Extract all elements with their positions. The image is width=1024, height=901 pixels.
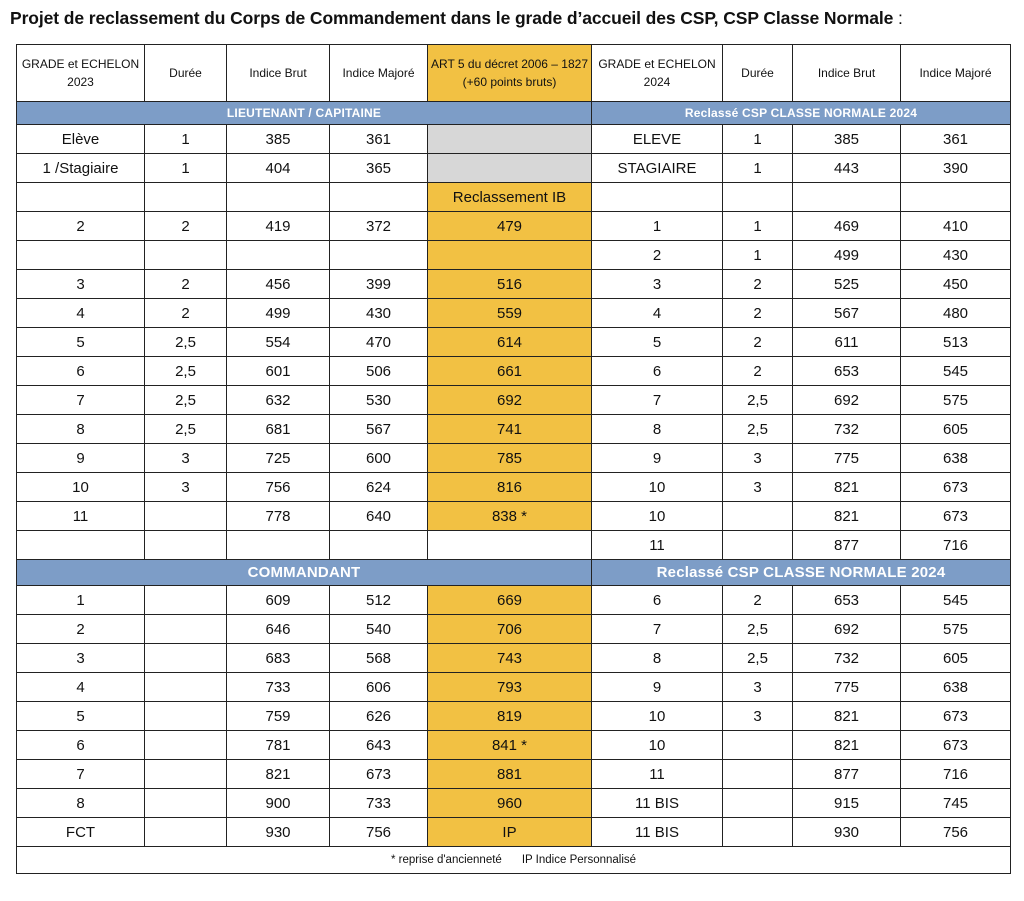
table-cell: 716 bbox=[901, 531, 1011, 560]
table-row bbox=[17, 673, 1011, 702]
table-cell bbox=[723, 502, 793, 531]
table-cell: 785 bbox=[428, 444, 592, 473]
table-cell: 661 bbox=[428, 357, 592, 386]
table-cell: 361 bbox=[901, 125, 1011, 154]
table-cell: 819 bbox=[428, 702, 592, 731]
table-row bbox=[17, 125, 1011, 154]
table-cell: 930 bbox=[793, 818, 901, 847]
header-row bbox=[17, 45, 1011, 102]
table-cell: 756 bbox=[901, 818, 1011, 847]
table-cell: 643 bbox=[330, 731, 428, 760]
table-cell: 900 bbox=[227, 789, 330, 818]
table-cell: 4 bbox=[17, 673, 145, 702]
table-cell: 673 bbox=[901, 473, 1011, 502]
table-cell bbox=[145, 615, 227, 644]
table-cell: 6 bbox=[592, 357, 723, 386]
header-indice-majore: Indice Majoré bbox=[330, 45, 428, 102]
table-row bbox=[17, 789, 1011, 818]
document-title bbox=[10, 8, 903, 29]
table-cell: 609 bbox=[227, 586, 330, 615]
table-cell: 1 bbox=[723, 212, 793, 241]
table-cell: 10 bbox=[592, 702, 723, 731]
table-cell bbox=[592, 183, 723, 212]
table-cell bbox=[330, 183, 428, 212]
table-cell: 3 bbox=[723, 473, 793, 502]
table-cell bbox=[723, 789, 793, 818]
table-cell: 915 bbox=[793, 789, 901, 818]
table-cell: 6 bbox=[17, 731, 145, 760]
table-cell: 10 bbox=[592, 731, 723, 760]
table-cell bbox=[428, 125, 592, 154]
table-cell: 3 bbox=[723, 673, 793, 702]
table-cell: 743 bbox=[428, 644, 592, 673]
table-cell: 673 bbox=[901, 502, 1011, 531]
section-left-label: COMMANDANT bbox=[17, 560, 592, 586]
table-cell bbox=[330, 241, 428, 270]
table-cell: 653 bbox=[793, 357, 901, 386]
table-cell: 877 bbox=[793, 760, 901, 789]
table-cell bbox=[723, 183, 793, 212]
table-cell: 9 bbox=[592, 673, 723, 702]
section-right-label: Reclassé CSP CLASSE NORMALE 2024 bbox=[592, 102, 1011, 125]
table-cell: STAGIAIRE bbox=[592, 154, 723, 183]
table-cell: 716 bbox=[901, 760, 1011, 789]
table-cell: 545 bbox=[901, 357, 1011, 386]
table-row bbox=[17, 731, 1011, 760]
table-cell: 640 bbox=[330, 502, 428, 531]
section-left-label: LIEUTENANT / CAPITAINE bbox=[17, 102, 592, 125]
table-row bbox=[17, 386, 1011, 415]
table-cell: 506 bbox=[330, 357, 428, 386]
table-cell: 5 bbox=[592, 328, 723, 357]
table-cell: 7 bbox=[17, 386, 145, 415]
table-row bbox=[17, 586, 1011, 615]
footnote-star: * reprise d'ancienneté bbox=[390, 854, 502, 866]
table-cell: 2,5 bbox=[145, 386, 227, 415]
table-cell: 567 bbox=[330, 415, 428, 444]
table-row bbox=[17, 357, 1011, 386]
table-cell bbox=[145, 586, 227, 615]
title-colon: : bbox=[898, 8, 903, 28]
table-cell: 390 bbox=[901, 154, 1011, 183]
table-cell bbox=[145, 644, 227, 673]
table-cell: 3 bbox=[592, 270, 723, 299]
table-cell: 732 bbox=[793, 644, 901, 673]
section-lieutenant-capitaine bbox=[17, 102, 1011, 125]
table-cell: 1 /Stagiaire bbox=[17, 154, 145, 183]
table-cell: 372 bbox=[330, 212, 428, 241]
footnote-ip: IP Indice Personnalisé bbox=[521, 854, 637, 866]
table-cell bbox=[723, 818, 793, 847]
header-grade-2023: GRADE et ECHELON 2023 bbox=[17, 45, 145, 102]
table-cell: 530 bbox=[330, 386, 428, 415]
table-row bbox=[17, 473, 1011, 502]
table-cell: 419 bbox=[227, 212, 330, 241]
table-cell: 385 bbox=[793, 125, 901, 154]
table-cell: 430 bbox=[330, 299, 428, 328]
table-cell bbox=[227, 183, 330, 212]
table-cell: 793 bbox=[428, 673, 592, 702]
header-grade-2024: GRADE et ECHELON 2024 bbox=[592, 45, 723, 102]
table-row bbox=[17, 615, 1011, 644]
table-cell bbox=[145, 702, 227, 731]
table-cell: 778 bbox=[227, 502, 330, 531]
table-row bbox=[17, 415, 1011, 444]
table-cell: 2 bbox=[17, 212, 145, 241]
table-cell: 692 bbox=[428, 386, 592, 415]
table-cell: 8 bbox=[592, 644, 723, 673]
table-cell: 638 bbox=[901, 673, 1011, 702]
table-cell: 930 bbox=[227, 818, 330, 847]
table-cell: 821 bbox=[793, 473, 901, 502]
table-cell: 11 bbox=[592, 760, 723, 789]
table-cell: 554 bbox=[227, 328, 330, 357]
table-cell: 653 bbox=[793, 586, 901, 615]
table-cell: 469 bbox=[793, 212, 901, 241]
table-cell: 626 bbox=[330, 702, 428, 731]
table-cell: 399 bbox=[330, 270, 428, 299]
table-cell bbox=[330, 531, 428, 560]
table-cell: 575 bbox=[901, 615, 1011, 644]
table-cell: 545 bbox=[901, 586, 1011, 615]
table-cell: 781 bbox=[227, 731, 330, 760]
table-cell: 11 BIS bbox=[592, 818, 723, 847]
table-cell: 756 bbox=[227, 473, 330, 502]
table-cell: IP bbox=[428, 818, 592, 847]
table-cell: 816 bbox=[428, 473, 592, 502]
table-cell: 2,5 bbox=[145, 415, 227, 444]
table-cell: 741 bbox=[428, 415, 592, 444]
table-cell: 8 bbox=[17, 789, 145, 818]
table-cell: 6 bbox=[592, 586, 723, 615]
table-row bbox=[17, 644, 1011, 673]
table-cell: Elève bbox=[17, 125, 145, 154]
table-cell: 2,5 bbox=[145, 328, 227, 357]
table-cell: 881 bbox=[428, 760, 592, 789]
table-cell: 638 bbox=[901, 444, 1011, 473]
table-cell: 11 BIS bbox=[592, 789, 723, 818]
table-cell: 3 bbox=[17, 644, 145, 673]
table-cell: 821 bbox=[227, 760, 330, 789]
table-cell: 632 bbox=[227, 386, 330, 415]
table-cell: 2,5 bbox=[723, 644, 793, 673]
table-cell: 2 bbox=[723, 270, 793, 299]
title-text: Projet de reclassement du Corps de Commandement dans le grade d’accueil des CSP, CSP Classe Normale bbox=[10, 8, 894, 28]
table-cell bbox=[17, 241, 145, 270]
table-cell bbox=[17, 531, 145, 560]
table-cell: 499 bbox=[227, 299, 330, 328]
table-cell: 1 bbox=[145, 125, 227, 154]
table-cell: 480 bbox=[901, 299, 1011, 328]
table-cell: 8 bbox=[17, 415, 145, 444]
table-cell: 7 bbox=[592, 386, 723, 415]
table-cell: 7 bbox=[592, 615, 723, 644]
table-cell bbox=[145, 731, 227, 760]
header-duree-2024: Durée bbox=[723, 45, 793, 102]
table-cell: 4 bbox=[592, 299, 723, 328]
table-cell: 2 bbox=[145, 299, 227, 328]
table-cell: 567 bbox=[793, 299, 901, 328]
table-cell: 2,5 bbox=[145, 357, 227, 386]
table-cell: 732 bbox=[793, 415, 901, 444]
table-cell: 450 bbox=[901, 270, 1011, 299]
table-cell: 838 * bbox=[428, 502, 592, 531]
table-cell: 9 bbox=[592, 444, 723, 473]
table-cell: 512 bbox=[330, 586, 428, 615]
table-cell: 759 bbox=[227, 702, 330, 731]
table-cell: 2,5 bbox=[723, 615, 793, 644]
table-cell: 877 bbox=[793, 531, 901, 560]
table-cell: 10 bbox=[592, 502, 723, 531]
table-cell: 365 bbox=[330, 154, 428, 183]
table-cell: 385 bbox=[227, 125, 330, 154]
table-cell: 2 bbox=[145, 212, 227, 241]
table-cell: 568 bbox=[330, 644, 428, 673]
table-cell bbox=[428, 154, 592, 183]
table-cell bbox=[723, 531, 793, 560]
table-row bbox=[17, 328, 1011, 357]
table-cell: 430 bbox=[901, 241, 1011, 270]
table-cell: 733 bbox=[330, 789, 428, 818]
table-cell: 669 bbox=[428, 586, 592, 615]
header-duree: Durée bbox=[145, 45, 227, 102]
table-cell: 725 bbox=[227, 444, 330, 473]
table-cell bbox=[227, 241, 330, 270]
table-cell: 600 bbox=[330, 444, 428, 473]
table-cell bbox=[428, 531, 592, 560]
table-cell bbox=[723, 760, 793, 789]
table-row bbox=[17, 154, 1011, 183]
table-cell: 2 bbox=[145, 270, 227, 299]
table-cell bbox=[145, 502, 227, 531]
table-row bbox=[17, 444, 1011, 473]
table-cell bbox=[793, 183, 901, 212]
table-cell: Reclassement IB bbox=[428, 183, 592, 212]
table-cell: 9 bbox=[17, 444, 145, 473]
table-cell: 516 bbox=[428, 270, 592, 299]
table-cell: 575 bbox=[901, 386, 1011, 415]
header-indice-majore-2024: Indice Majoré bbox=[901, 45, 1011, 102]
table-cell: 361 bbox=[330, 125, 428, 154]
footnote-cell bbox=[17, 847, 1011, 874]
table-cell: 456 bbox=[227, 270, 330, 299]
table-cell: 821 bbox=[793, 702, 901, 731]
table-cell: 410 bbox=[901, 212, 1011, 241]
table-cell bbox=[145, 183, 227, 212]
table-cell: 775 bbox=[793, 444, 901, 473]
table-cell: 470 bbox=[330, 328, 428, 357]
table-cell bbox=[17, 183, 145, 212]
table-cell: 683 bbox=[227, 644, 330, 673]
table-cell: 479 bbox=[428, 212, 592, 241]
table-cell: 1 bbox=[17, 586, 145, 615]
table-row bbox=[17, 502, 1011, 531]
table-cell: 525 bbox=[793, 270, 901, 299]
table-cell bbox=[145, 241, 227, 270]
table-cell: 1 bbox=[145, 154, 227, 183]
header-indice-brut-2024: Indice Brut bbox=[793, 45, 901, 102]
table-cell: 5 bbox=[17, 702, 145, 731]
section-commandant bbox=[17, 560, 1011, 586]
table-row bbox=[17, 531, 1011, 560]
table-cell: 2 bbox=[723, 357, 793, 386]
table-cell: 8 bbox=[592, 415, 723, 444]
table-cell: 960 bbox=[428, 789, 592, 818]
table-cell: 646 bbox=[227, 615, 330, 644]
table-cell: 692 bbox=[793, 615, 901, 644]
header-indice-brut: Indice Brut bbox=[227, 45, 330, 102]
table-cell: 2 bbox=[723, 328, 793, 357]
table-cell bbox=[227, 531, 330, 560]
table-cell bbox=[723, 731, 793, 760]
table-cell: 601 bbox=[227, 357, 330, 386]
table-cell: 5 bbox=[17, 328, 145, 357]
table-cell: 499 bbox=[793, 241, 901, 270]
table-cell: 2,5 bbox=[723, 415, 793, 444]
table-cell: 1 bbox=[723, 125, 793, 154]
table-cell bbox=[428, 241, 592, 270]
table-cell: 3 bbox=[17, 270, 145, 299]
table-row bbox=[17, 818, 1011, 847]
table-cell bbox=[145, 531, 227, 560]
table-cell: 3 bbox=[145, 473, 227, 502]
table-cell: 606 bbox=[330, 673, 428, 702]
table-row bbox=[17, 183, 1011, 212]
table-cell: 443 bbox=[793, 154, 901, 183]
table-cell: 681 bbox=[227, 415, 330, 444]
table-cell: 692 bbox=[793, 386, 901, 415]
table-cell: FCT bbox=[17, 818, 145, 847]
table-cell: 2 bbox=[592, 241, 723, 270]
table-row bbox=[17, 212, 1011, 241]
table-cell: 2 bbox=[723, 299, 793, 328]
table-cell bbox=[145, 760, 227, 789]
table-cell: 3 bbox=[723, 444, 793, 473]
table-cell: 11 bbox=[17, 502, 145, 531]
table-cell: 614 bbox=[428, 328, 592, 357]
table-cell: 11 bbox=[592, 531, 723, 560]
table-cell: 745 bbox=[901, 789, 1011, 818]
table-cell: 673 bbox=[901, 702, 1011, 731]
table-cell: 7 bbox=[17, 760, 145, 789]
table-cell: 1 bbox=[723, 241, 793, 270]
footnote-row bbox=[17, 847, 1011, 874]
section-right-label: Reclassé CSP CLASSE NORMALE 2024 bbox=[592, 560, 1011, 586]
table-cell: 540 bbox=[330, 615, 428, 644]
table-row bbox=[17, 760, 1011, 789]
table-cell: 1 bbox=[592, 212, 723, 241]
reclassement-table bbox=[16, 44, 1011, 874]
table-cell bbox=[901, 183, 1011, 212]
table-cell: 673 bbox=[330, 760, 428, 789]
table-cell: 624 bbox=[330, 473, 428, 502]
table-cell: 10 bbox=[17, 473, 145, 502]
table-cell: 10 bbox=[592, 473, 723, 502]
table-cell bbox=[145, 789, 227, 818]
table-cell: 2,5 bbox=[723, 386, 793, 415]
table-cell: 6 bbox=[17, 357, 145, 386]
table-cell: 2 bbox=[17, 615, 145, 644]
table-cell: ELEVE bbox=[592, 125, 723, 154]
table-cell: 404 bbox=[227, 154, 330, 183]
table-cell: 559 bbox=[428, 299, 592, 328]
table-cell: 3 bbox=[145, 444, 227, 473]
table-cell: 1 bbox=[723, 154, 793, 183]
table-cell: 841 * bbox=[428, 731, 592, 760]
table-cell: 821 bbox=[793, 731, 901, 760]
table-row bbox=[17, 241, 1011, 270]
table-cell: 756 bbox=[330, 818, 428, 847]
table-row bbox=[17, 299, 1011, 328]
table-cell bbox=[145, 818, 227, 847]
header-art5: ART 5 du décret 2006 – 1827 (+60 points bruts) bbox=[428, 45, 592, 102]
table-cell: 3 bbox=[723, 702, 793, 731]
table-cell: 611 bbox=[793, 328, 901, 357]
table-cell: 4 bbox=[17, 299, 145, 328]
table-row bbox=[17, 270, 1011, 299]
table-cell bbox=[145, 673, 227, 702]
table-cell: 673 bbox=[901, 731, 1011, 760]
table-cell: 605 bbox=[901, 644, 1011, 673]
table-cell: 733 bbox=[227, 673, 330, 702]
table-cell: 775 bbox=[793, 673, 901, 702]
table-cell: 821 bbox=[793, 502, 901, 531]
table-cell: 513 bbox=[901, 328, 1011, 357]
table-cell: 706 bbox=[428, 615, 592, 644]
table-cell: 605 bbox=[901, 415, 1011, 444]
table-cell: 2 bbox=[723, 586, 793, 615]
table-row bbox=[17, 702, 1011, 731]
